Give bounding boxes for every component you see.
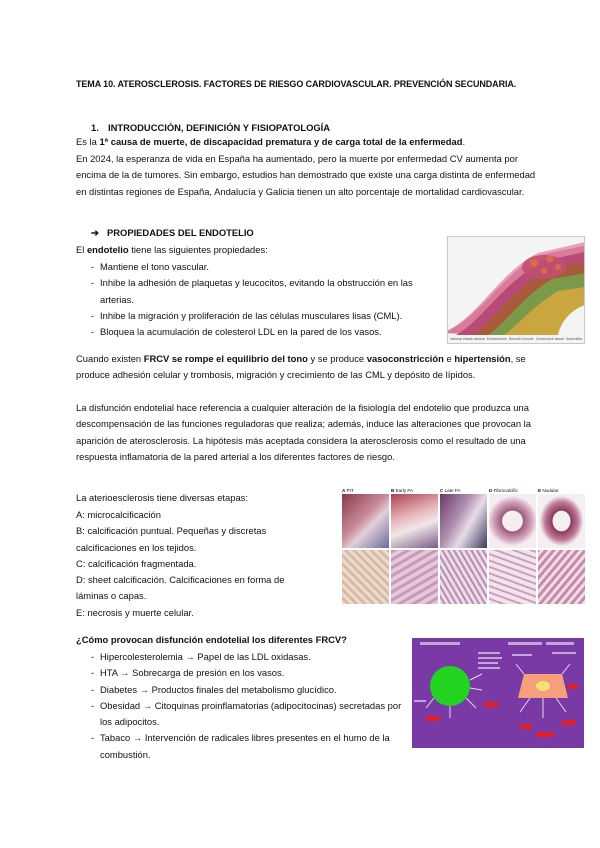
intro-paragraph: [76, 134, 546, 150]
figure-label: Internal elastic lamina: [450, 337, 485, 341]
intro-bold-text: causa de muerte, de discapacidad prematura y de carga total de la enfermedad: [108, 136, 463, 147]
histology-panel: [440, 488, 487, 604]
panel-title: Late FA: [444, 488, 461, 493]
page-title: TEMA 10. ATEROSCLEROSIS. FACTORES DE RIESGO CARDIOVASCULAR. PREVENCIÓN SECUNDARIA.: [76, 79, 517, 89]
histology-image-top: [489, 494, 536, 548]
histology-panel: [391, 488, 438, 604]
panel-letter: A: [342, 488, 346, 493]
list-item: - Bloquea la acumulación de colesterol LDL en la pared de los vasos.: [76, 324, 434, 340]
panel-letter: E: [538, 488, 542, 493]
stage-line: C: calcificación fragmentada.: [76, 557, 197, 569]
list-item: - Mantiene el tono vascular.: [76, 259, 434, 275]
healthy-cell-icon: [430, 666, 470, 706]
frcv-text: y se produce: [307, 353, 367, 364]
histology-image-top: [391, 494, 438, 548]
artery-wall-figure: [447, 236, 585, 344]
list-item: - Diabetes → Productos finales del metabolismo glucídico.: [76, 682, 404, 698]
histology-panel: [538, 488, 585, 604]
stage-line: E: necrosis y muerte celular.: [76, 606, 194, 618]
panel-title: PIT: [346, 488, 354, 493]
nucleus-icon: [536, 681, 550, 691]
panel-letter: D: [489, 488, 493, 493]
figure-labels: [450, 337, 582, 341]
frcv-mechanisms-list: [76, 649, 404, 763]
list-item: - Inhibe la migración y proliferación de las células musculares lisas (CML).: [76, 308, 434, 324]
panel-letter: C: [440, 488, 444, 493]
frcv-bold: hipertensión: [454, 353, 511, 364]
endothelium-heading: [91, 225, 254, 241]
panel-title: Nodular: [542, 488, 559, 493]
intro-text: Es la: [76, 136, 100, 147]
endothelial-cell-diagram: [412, 638, 584, 748]
stage-line: A: microcalcificación: [76, 509, 161, 520]
list-item: - Inhibe la adhesión de plaquetas y leucocitos, evitando la obstrucción en las arterias.: [76, 275, 434, 308]
label-block: [536, 732, 554, 737]
intro-end: .: [462, 136, 466, 147]
stages-intro: La aterioesclerosis tiene diversas etapas:: [76, 492, 248, 503]
list-item: - Obesidad → Citoquinas proinflamatorias (adipocitocinas) secretadas por los adipocitos.: [76, 698, 404, 731]
cell-diagram-illustration: [412, 638, 584, 748]
histology-image-bottom: [440, 550, 487, 604]
label-block: [426, 716, 440, 721]
histology-image-bottom: [391, 550, 438, 604]
list-item: - Hipercolesterolemia → Papel de las LDL oxidasas.: [76, 649, 404, 665]
section-title: INTRODUCCIÓN, DEFINICIÓN Y FISIOPATOLOGÍA: [108, 122, 331, 133]
list-item: - Tabaco → Intervención de radicales libres presentes en el humo de la combustión.: [76, 730, 404, 763]
figure-label: Adventitia: [566, 337, 582, 341]
panel-title: Fibrocalcific: [493, 488, 518, 493]
endo-intro-bold: endotelio: [86, 244, 129, 255]
histology-panel: [489, 488, 536, 604]
artery-illustration: [448, 237, 584, 343]
arrow-icon: ➔: [91, 227, 99, 238]
panel-letter: B: [391, 488, 395, 493]
life-expectancy-paragraph: En 2024, la esperanza de vida en España ha aumentado, pero la muerte por enfermedad CV aumenta por encima de la de tumores. Sin embargo, estudios han demostrado que existe una carga distinta de enfermedad en distintas regiones de España, Andalucía y Galicia tienen un alto porcentaje de mortalidad cardiovascular.: [76, 153, 536, 197]
histology-image-bottom: [538, 550, 585, 604]
histology-image-bottom: [489, 550, 536, 604]
stage-line: B: calcificación puntual. Pequeñas y discretas calcificaciones en los tejidos.: [76, 525, 267, 553]
endothelium-intro: [76, 242, 436, 258]
stage-line: D: sheet calcificación. Calcificaciones en forma de láminas o capas.: [76, 574, 285, 602]
figure-label: Endothelium: [486, 337, 507, 341]
histology-image-bottom: [342, 550, 389, 604]
frcv-bold: vasoconstricción: [366, 353, 444, 364]
dysfunction-paragraph: La disfunción endotelial hace referencia a cualquier alteración de la fisiología del endotelio que produzca una descompensación de las funciones reguladoras que realiza; además, induce las alteraciones que provocan la aparición de aterosclerosis. La hipótesis más aceptada considera la aterosclerosis como el resultado de una respuesta inflamatoria de la pared arterial a los diferentes factores de riesgo.: [76, 402, 531, 462]
label-block: [484, 702, 498, 707]
frcv-question-heading: ¿Cómo provocan disfunción endotelial los diferentes FRCV?: [76, 634, 347, 645]
histology-figure: [342, 488, 586, 612]
histology-panel: [342, 488, 389, 604]
label-block: [520, 724, 532, 729]
frcv-text: , se produce adhesión celular y trombosis, migración y crecimiento de las CML y depósito de lípidos.: [76, 353, 526, 381]
list-item: - HTA → Sobrecarga de presión en los vasos.: [76, 665, 404, 681]
panel-title: Early FA: [395, 488, 413, 493]
intro-bold-rank: 1ª: [99, 136, 109, 147]
histology-image-top: [440, 494, 487, 548]
histology-image-top: [538, 494, 585, 548]
figure-label: Connective tissue: [535, 337, 565, 341]
figure-label: Smooth muscle: [508, 337, 534, 341]
label-block: [562, 720, 576, 725]
endo-intro-end: tiene las siguientes propiedades:: [128, 244, 268, 255]
frcv-paragraph: [76, 351, 538, 384]
endothelium-heading-text: PROPIEDADES DEL ENDOTELIO: [107, 227, 254, 238]
label-block: [568, 684, 578, 689]
frcv-text: e: [443, 353, 455, 364]
histology-panels: [342, 488, 586, 604]
stages-list: [76, 507, 316, 621]
endothelium-properties-list: [76, 259, 434, 340]
section-number: 1.: [91, 122, 99, 133]
frcv-text: Cuando existen: [76, 353, 144, 364]
endo-intro-text: El: [76, 244, 87, 255]
frcv-bold: FRCV se rompe el equilibrio del tono: [143, 353, 308, 364]
histology-image-top: [342, 494, 389, 548]
